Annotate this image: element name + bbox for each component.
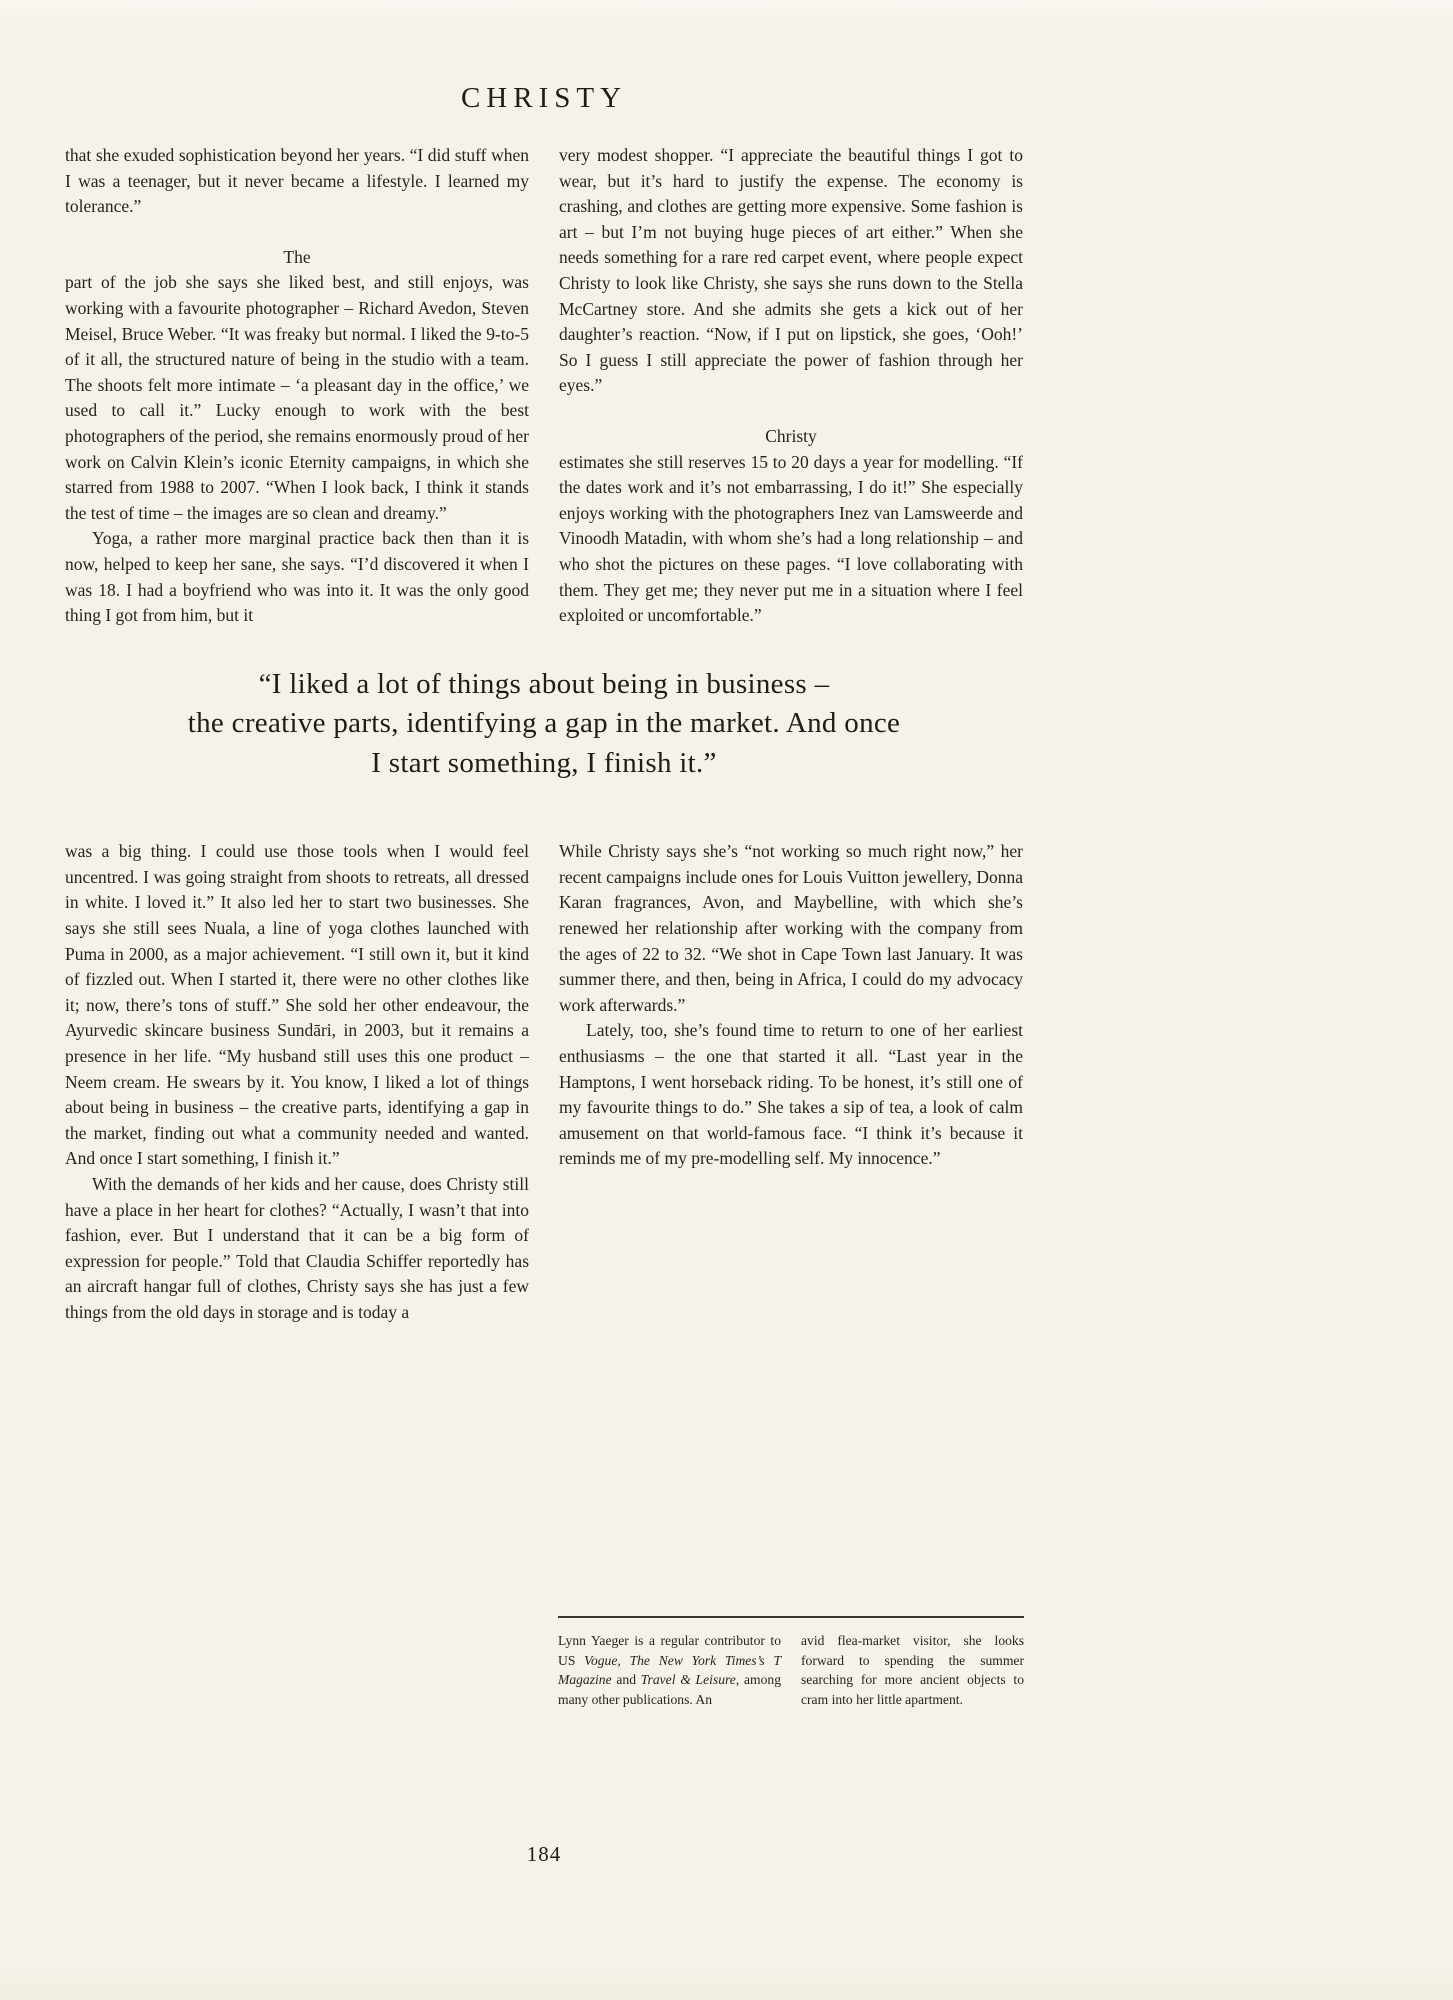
bottom-left-column <box>65 839 529 1325</box>
top-left-column <box>65 143 529 629</box>
contributor-bio <box>558 1616 1024 1709</box>
bio-columns <box>558 1631 1024 1709</box>
bio-text: and <box>611 1672 641 1688</box>
pull-quote <box>65 665 1023 784</box>
article-paragraph: was a big thing. I could use those tools when I would feel uncentred. I was going straight from shoots to retreats, all dressed in white. I loved it.” It also led her to start two businesses. She says she still sees Nuala, a line of yoga clothes launched with Puma in 2000, as a major achievement. “I still own it, but it kind of fizzled out. When I started it, there were no other clothes like it; now, there’s tons of stuff.” She sold her other endeavour, the Ayurvedic skincare business Sundāri, in 2003, but it remains a presence in her life. “My husband still uses this one product – Neem cream. He swears by it. You know, I liked a lot of things about being in business – the creative parts, identifying a gap in the market, finding out what a community needed and wanted. And once I start something, I finish it.” <box>65 841 529 1169</box>
pull-quote-line: the creative parts, identifying a gap in the market. And once <box>187 707 901 740</box>
article-paragraph: very modest shopper. “I appreciate the beautiful things I got to wear, but it’s hard to justify the expense. The economy is crashing, and clothes are getting more expensive. Some fashion is art – but I’m not buying huge pieces of art either.” When she needs something for a rare red carpet event, where people expect Christy to look like Christy, she says she runs down to the Stella McCartney store. And she admits she gets a kick out of her daughter’s reaction. “Now, if I put on lipstick, she goes, ‘Ooh!’ So I guess I still appreciate the power of fashion through her eyes.” <box>559 145 1023 396</box>
article-paragraph: Lately, too, she’s found time to return to one of her earliest enthusiasms – the one that started it all. “Last year in the Hamptons, I went horseback riding. To be honest, it’s still one of my favourite things to do.” She takes a sip of tea, a look of calm amusement on that world-famous face. “I think it’s because it reminds me of my pre-modelling self. My innocence.” <box>559 1020 1023 1169</box>
page-title: CHRISTY <box>460 82 628 114</box>
bio-publication: The New York Times’s T Magazine <box>558 1652 781 1688</box>
bottom-section <box>65 839 1023 1325</box>
bio-text: , <box>617 1652 630 1668</box>
article-paragraph: estimates she still reserves 15 to 20 days a year for modelling. “If the dates work and it’s not embarrassing, I do it!” She especially enjoys working with the photographers Inez van Lamsweerde and Vinoodh Matadin, with whom she’s had a long relationship – and who shot the pictures on these pages. “I love collaborating with them. They get me; they never put me in a situation where I feel exploited or uncomfortable.” <box>559 451 1023 626</box>
bio-publication: Vogue <box>584 1652 618 1668</box>
article-paragraph: While Christy says she’s “not working so much right now,” her recent campaigns include ones for Louis Vuitton jewellery, Donna Karan fragrances, Avon, and Maybelline, with which she’s renewed her relationship after working with the company from the ages of 22 to 32. “We shot in Cape Town last January. It was summer there, and then, being in Africa, I could do my advocacy work afterwards.” <box>559 841 1023 1015</box>
bio-right-column: avid flea-market visitor, she looks forward to spending the summer searching for more ancient objects to cram into her little apartment. <box>801 1633 1024 1707</box>
top-section <box>65 143 1023 629</box>
pull-quote-line: “I liked a lot of things about being in business – <box>258 667 830 700</box>
article-content <box>65 82 1023 1325</box>
article-paragraph: part of the job she says she liked best, and still enjoys, was working with a favourite photographer – Richard Avedon, Steven Meisel, Bruce Weber. “It was freaky but normal. I liked the 9-to-5 of it all, the structured nature of being in the studio with a team. The shoots felt more intimate – ‘a pleasant day in the office,’ we used to call it.” Lucky enough to work with the best photographers of the period, she remains enormously proud of her work on Calvin Klein’s iconic Eternity campaigns, in which she starred from 1988 to 2007. “When I look back, I think it stands the test of time – the images are so clean and dreamy.” <box>65 272 529 523</box>
bio-left-column <box>558 1631 781 1709</box>
bio-divider <box>558 1616 1024 1618</box>
page-number: 184 <box>526 1842 562 1866</box>
article-paragraph: that she exuded sophistication beyond her years. “I did stuff when I was a teenager, but it never became a lifestyle. I learned my tolerance.” <box>65 145 529 217</box>
bio-text: , among many other publications. An <box>558 1672 781 1707</box>
article-paragraph: With the demands of her kids and her cause, does Christy still have a place in her heart for clothes? “Actually, I wasn’t that into fashion, ever. But I understand that it can be a big form of expression for people.” Told that Claudia Schiffer reportedly has an aircraft hangar full of clothes, Christy says she has just a few things from the old days in storage and is today a <box>65 1173 529 1322</box>
bio-text: Lynn Yaeger is a regular contributor to US <box>558 1633 781 1668</box>
pull-quote-line: I start something, I finish it.” <box>371 746 717 779</box>
article-paragraph: Yoga, a rather more marginal practice back then than it is now, helped to keep her sane, she says. “I’d discovered it when I was 18. I had a boyfriend who was into it. It was the only good thing I got from him, but it <box>65 528 529 626</box>
bio-publication: Travel & Leisure <box>640 1672 736 1688</box>
top-right-column <box>559 143 1023 629</box>
section-subhead: Christy <box>765 425 817 446</box>
section-subhead: The <box>283 246 311 267</box>
bottom-right-column <box>559 839 1023 1325</box>
